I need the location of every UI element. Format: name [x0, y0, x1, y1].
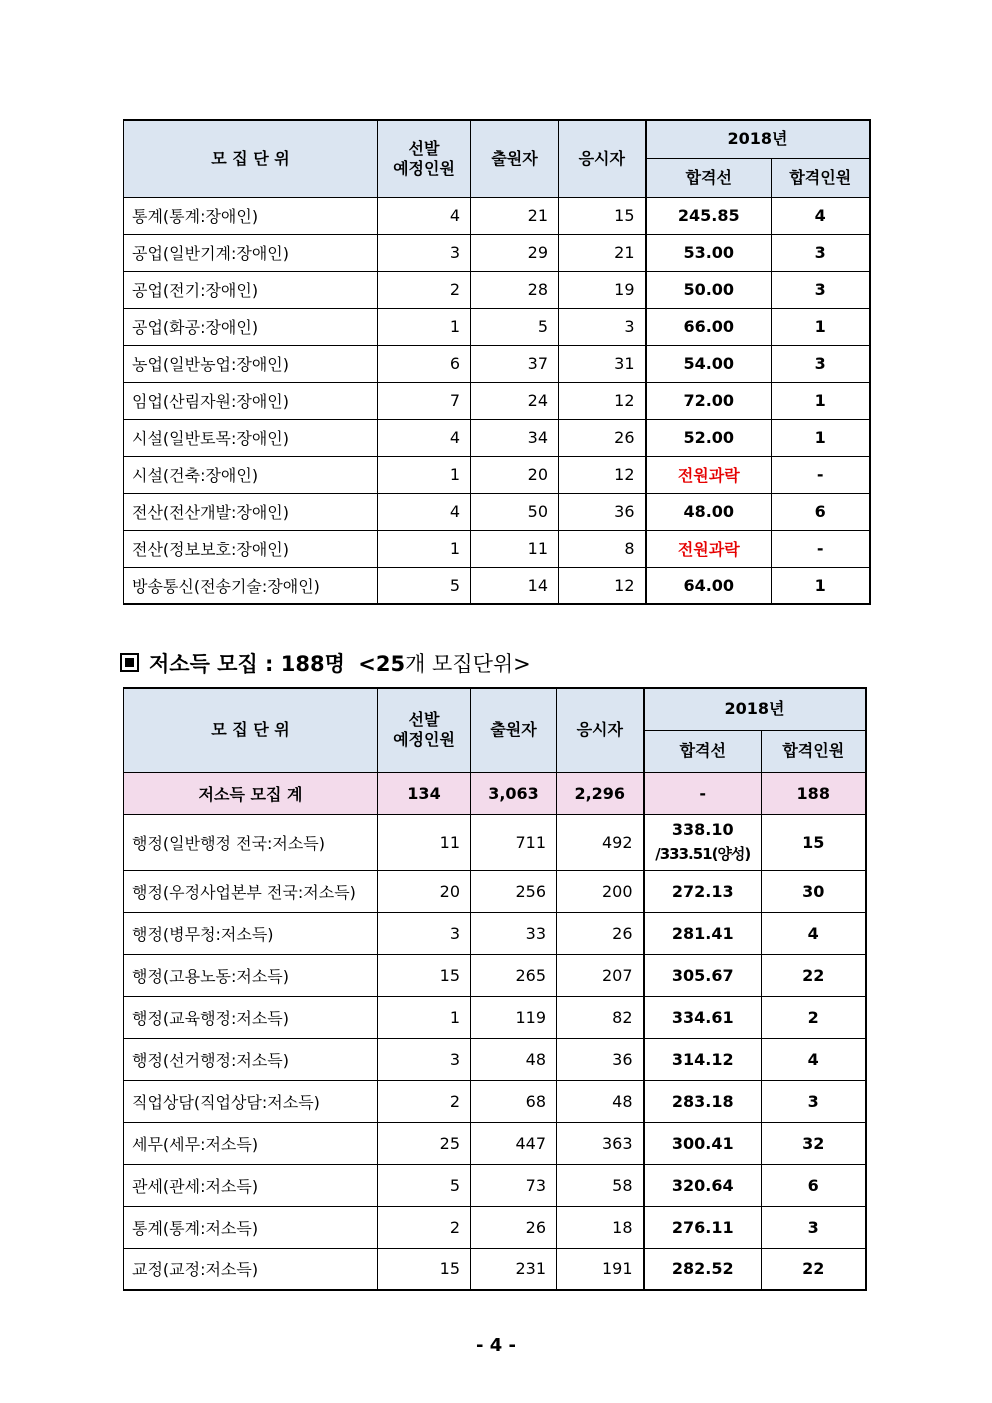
table-row — [124, 1038, 866, 1080]
cell-cutoff: 66.00 — [646, 308, 772, 345]
total-examinees: 2,296 — [557, 772, 644, 814]
section-count: <25 — [358, 652, 406, 676]
table-row — [124, 1080, 866, 1122]
cell-passed: 3 — [772, 271, 870, 308]
table-row — [124, 954, 866, 996]
cell-applicants: 50 — [471, 493, 559, 530]
header-year: 2018년 — [644, 688, 866, 730]
cell-passed: 3 — [762, 1080, 866, 1122]
cell-examinees: 12 — [559, 567, 646, 604]
header-year: 2018년 — [646, 120, 870, 158]
table-row — [124, 345, 870, 382]
header-examinees: 응시자 — [559, 120, 646, 197]
cell-applicants: 48 — [471, 1038, 557, 1080]
table-row — [124, 382, 870, 419]
cell-unit: 전산(전산개발:장애인) — [124, 493, 378, 530]
cell-planned: 1 — [378, 996, 471, 1038]
cell-unit: 방송통신(전송기술:장애인) — [124, 567, 378, 604]
cell-cutoff: 245.85 — [646, 197, 772, 234]
cell-unit: 통계(통계:저소득) — [124, 1206, 378, 1248]
cell-cutoff: 283.18 — [644, 1080, 762, 1122]
cell-planned: 5 — [378, 1164, 471, 1206]
table-row — [124, 1248, 866, 1290]
cell-passed: 1 — [772, 308, 870, 345]
cell-applicants: 231 — [471, 1248, 557, 1290]
cell-examinees: 21 — [559, 234, 646, 271]
cell-applicants: 256 — [471, 870, 557, 912]
cell-cutoff: 276.11 — [644, 1206, 762, 1248]
table-row — [124, 996, 866, 1038]
table2-body — [124, 772, 866, 1290]
cell-planned: 15 — [378, 1248, 471, 1290]
cell-examinees: 82 — [557, 996, 644, 1038]
cell-examinees: 12 — [559, 382, 646, 419]
cell-passed: - — [772, 456, 870, 493]
cell-unit: 통계(통계:장애인) — [124, 197, 378, 234]
cell-passed: 4 — [762, 1038, 866, 1080]
total-cutoff: - — [644, 772, 762, 814]
cell-applicants: 5 — [471, 308, 559, 345]
header-planned: 선발 예정인원 — [378, 120, 471, 197]
cell-unit: 행정(병무청:저소득) — [124, 912, 378, 954]
cell-unit: 행정(교육행정:저소득) — [124, 996, 378, 1038]
cell-passed: 15 — [762, 814, 866, 870]
cell-passed: 32 — [762, 1122, 866, 1164]
cell-applicants: 34 — [471, 419, 559, 456]
header-examinees: 응시자 — [557, 688, 644, 772]
cell-examinees: 26 — [557, 912, 644, 954]
header-cutoff: 합격선 — [644, 730, 762, 772]
cell-unit: 직업상담(직업상담:저소득) — [124, 1080, 378, 1122]
table-row — [124, 419, 870, 456]
cutoff-value: 338.10 — [671, 820, 734, 839]
table1-body — [124, 197, 870, 604]
cell-passed: 22 — [762, 954, 866, 996]
cell-examinees: 31 — [559, 345, 646, 382]
cell-planned: 4 — [378, 419, 471, 456]
cell-passed: 1 — [772, 382, 870, 419]
header-cutoff: 합격선 — [646, 158, 772, 197]
cell-unit: 시설(일반토목:장애인) — [124, 419, 378, 456]
cell-planned: 4 — [378, 493, 471, 530]
cell-examinees: 12 — [559, 456, 646, 493]
cutoff-sub-value: /333.51(양성) — [655, 845, 751, 863]
cell-planned: 1 — [378, 530, 471, 567]
disabled-recruitment-table — [123, 119, 871, 605]
cell-unit: 관세(관세:저소득) — [124, 1164, 378, 1206]
table-row — [124, 870, 866, 912]
cell-unit: 공업(전기:장애인) — [124, 271, 378, 308]
cell-planned: 6 — [378, 345, 471, 382]
total-unit: 저소득 모집 계 — [124, 772, 378, 814]
cell-examinees: 36 — [557, 1038, 644, 1080]
cell-passed: 4 — [772, 197, 870, 234]
cell-unit: 세무(세무:저소득) — [124, 1122, 378, 1164]
cell-examinees: 200 — [557, 870, 644, 912]
header-planned: 선발 예정인원 — [378, 688, 471, 772]
cell-planned: 1 — [378, 308, 471, 345]
cell-passed: 6 — [762, 1164, 866, 1206]
cell-cutoff: 282.52 — [644, 1248, 762, 1290]
total-applicants: 3,063 — [471, 772, 557, 814]
table-row — [124, 567, 870, 604]
cell-applicants: 21 — [471, 197, 559, 234]
header-passed: 합격인원 — [772, 158, 870, 197]
page-number: - 4 - — [476, 1335, 516, 1356]
table-row — [124, 456, 870, 493]
cell-planned: 5 — [378, 567, 471, 604]
cell-unit: 임업(산림자원:장애인) — [124, 382, 378, 419]
cell-cutoff: 전원과락 — [646, 530, 772, 567]
header-applicants: 출원자 — [471, 120, 559, 197]
cell-unit: 공업(화공:장애인) — [124, 308, 378, 345]
cell-examinees: 191 — [557, 1248, 644, 1290]
cell-applicants: 68 — [471, 1080, 557, 1122]
cell-cutoff: 300.41 — [644, 1122, 762, 1164]
cell-cutoff: 전원과락 — [646, 456, 772, 493]
cell-applicants: 11 — [471, 530, 559, 567]
header-unit: 모 집 단 위 — [124, 688, 378, 772]
cell-passed: 1 — [772, 567, 870, 604]
cell-applicants: 447 — [471, 1122, 557, 1164]
cell-planned: 4 — [378, 197, 471, 234]
cell-examinees: 3 — [559, 308, 646, 345]
cell-applicants: 73 — [471, 1164, 557, 1206]
cell-planned: 1 — [378, 456, 471, 493]
cell-examinees: 363 — [557, 1122, 644, 1164]
cell-cutoff: 334.61 — [644, 996, 762, 1038]
header-unit: 모 집 단 위 — [124, 120, 378, 197]
cell-cutoff: 53.00 — [646, 234, 772, 271]
cell-passed: 4 — [762, 912, 866, 954]
cell-passed: 1 — [772, 419, 870, 456]
cell-passed: 3 — [762, 1206, 866, 1248]
cell-examinees: 492 — [557, 814, 644, 870]
cell-cutoff: 314.12 — [644, 1038, 762, 1080]
cell-cutoff: 272.13 — [644, 870, 762, 912]
cell-applicants: 26 — [471, 1206, 557, 1248]
cell-applicants: 29 — [471, 234, 559, 271]
cell-unit: 행정(고용노동:저소득) — [124, 954, 378, 996]
cell-cutoff: 48.00 — [646, 493, 772, 530]
section-count-rest: 개 모집단위> — [405, 652, 531, 676]
table-row — [124, 493, 870, 530]
header-applicants: 출원자 — [471, 688, 557, 772]
cell-passed: 6 — [772, 493, 870, 530]
total-planned: 134 — [378, 772, 471, 814]
table-row — [124, 530, 870, 567]
cell-examinees: 58 — [557, 1164, 644, 1206]
cell-passed: - — [772, 530, 870, 567]
cell-examinees: 36 — [559, 493, 646, 530]
cell-examinees: 207 — [557, 954, 644, 996]
table-row — [124, 814, 866, 870]
cell-unit: 행정(일반행정 전국:저소득) — [124, 814, 378, 870]
cell-examinees: 15 — [559, 197, 646, 234]
cell-applicants: 28 — [471, 271, 559, 308]
cell-planned: 20 — [378, 870, 471, 912]
table-row — [124, 1122, 866, 1164]
cell-passed: 30 — [762, 870, 866, 912]
cell-passed: 3 — [772, 345, 870, 382]
cell-planned: 15 — [378, 954, 471, 996]
table-row — [124, 308, 870, 345]
cell-passed: 2 — [762, 996, 866, 1038]
cell-applicants: 33 — [471, 912, 557, 954]
cell-planned: 11 — [378, 814, 471, 870]
table-row — [124, 1164, 866, 1206]
cell-applicants: 14 — [471, 567, 559, 604]
cell-cutoff: 50.00 — [646, 271, 772, 308]
cell-applicants: 265 — [471, 954, 557, 996]
cell-cutoff: 64.00 — [646, 567, 772, 604]
cell-unit: 시설(건축:장애인) — [124, 456, 378, 493]
cell-cutoff — [644, 814, 762, 870]
table-row — [124, 234, 870, 271]
cell-examinees: 8 — [559, 530, 646, 567]
cell-unit: 농업(일반농업:장애인) — [124, 345, 378, 382]
cell-cutoff: 52.00 — [646, 419, 772, 456]
header-passed: 합격인원 — [762, 730, 866, 772]
cell-applicants: 37 — [471, 345, 559, 382]
cell-planned: 2 — [378, 1080, 471, 1122]
cell-planned: 3 — [378, 912, 471, 954]
section-title-main: 저소득 모집 : 188명 — [149, 652, 345, 676]
cell-planned: 3 — [378, 234, 471, 271]
cell-planned: 7 — [378, 382, 471, 419]
cell-planned: 3 — [378, 1038, 471, 1080]
cell-applicants: 711 — [471, 814, 557, 870]
cell-planned: 2 — [378, 271, 471, 308]
cell-applicants: 119 — [471, 996, 557, 1038]
cell-cutoff: 54.00 — [646, 345, 772, 382]
table-row — [124, 912, 866, 954]
table-row — [124, 197, 870, 234]
table-row — [124, 271, 870, 308]
cell-passed: 3 — [772, 234, 870, 271]
cell-cutoff: 281.41 — [644, 912, 762, 954]
filled-square-icon — [120, 653, 139, 672]
table-row — [124, 1206, 866, 1248]
cell-cutoff: 320.64 — [644, 1164, 762, 1206]
cell-examinees: 48 — [557, 1080, 644, 1122]
section-title — [120, 648, 531, 678]
cell-planned: 2 — [378, 1206, 471, 1248]
cell-applicants: 24 — [471, 382, 559, 419]
cell-applicants: 20 — [471, 456, 559, 493]
cell-unit: 교정(교정:저소득) — [124, 1248, 378, 1290]
cell-passed: 22 — [762, 1248, 866, 1290]
cell-examinees: 26 — [559, 419, 646, 456]
cell-unit: 행정(선거행정:저소득) — [124, 1038, 378, 1080]
low-income-recruitment-table — [123, 687, 867, 1291]
cell-unit: 전산(정보보호:장애인) — [124, 530, 378, 567]
cell-unit: 공업(일반기계:장애인) — [124, 234, 378, 271]
total-passed: 188 — [762, 772, 866, 814]
total-row — [124, 772, 866, 814]
cell-cutoff: 305.67 — [644, 954, 762, 996]
cell-unit: 행정(우정사업본부 전국:저소득) — [124, 870, 378, 912]
cell-examinees: 18 — [557, 1206, 644, 1248]
cell-cutoff: 72.00 — [646, 382, 772, 419]
cell-examinees: 19 — [559, 271, 646, 308]
cell-planned: 25 — [378, 1122, 471, 1164]
